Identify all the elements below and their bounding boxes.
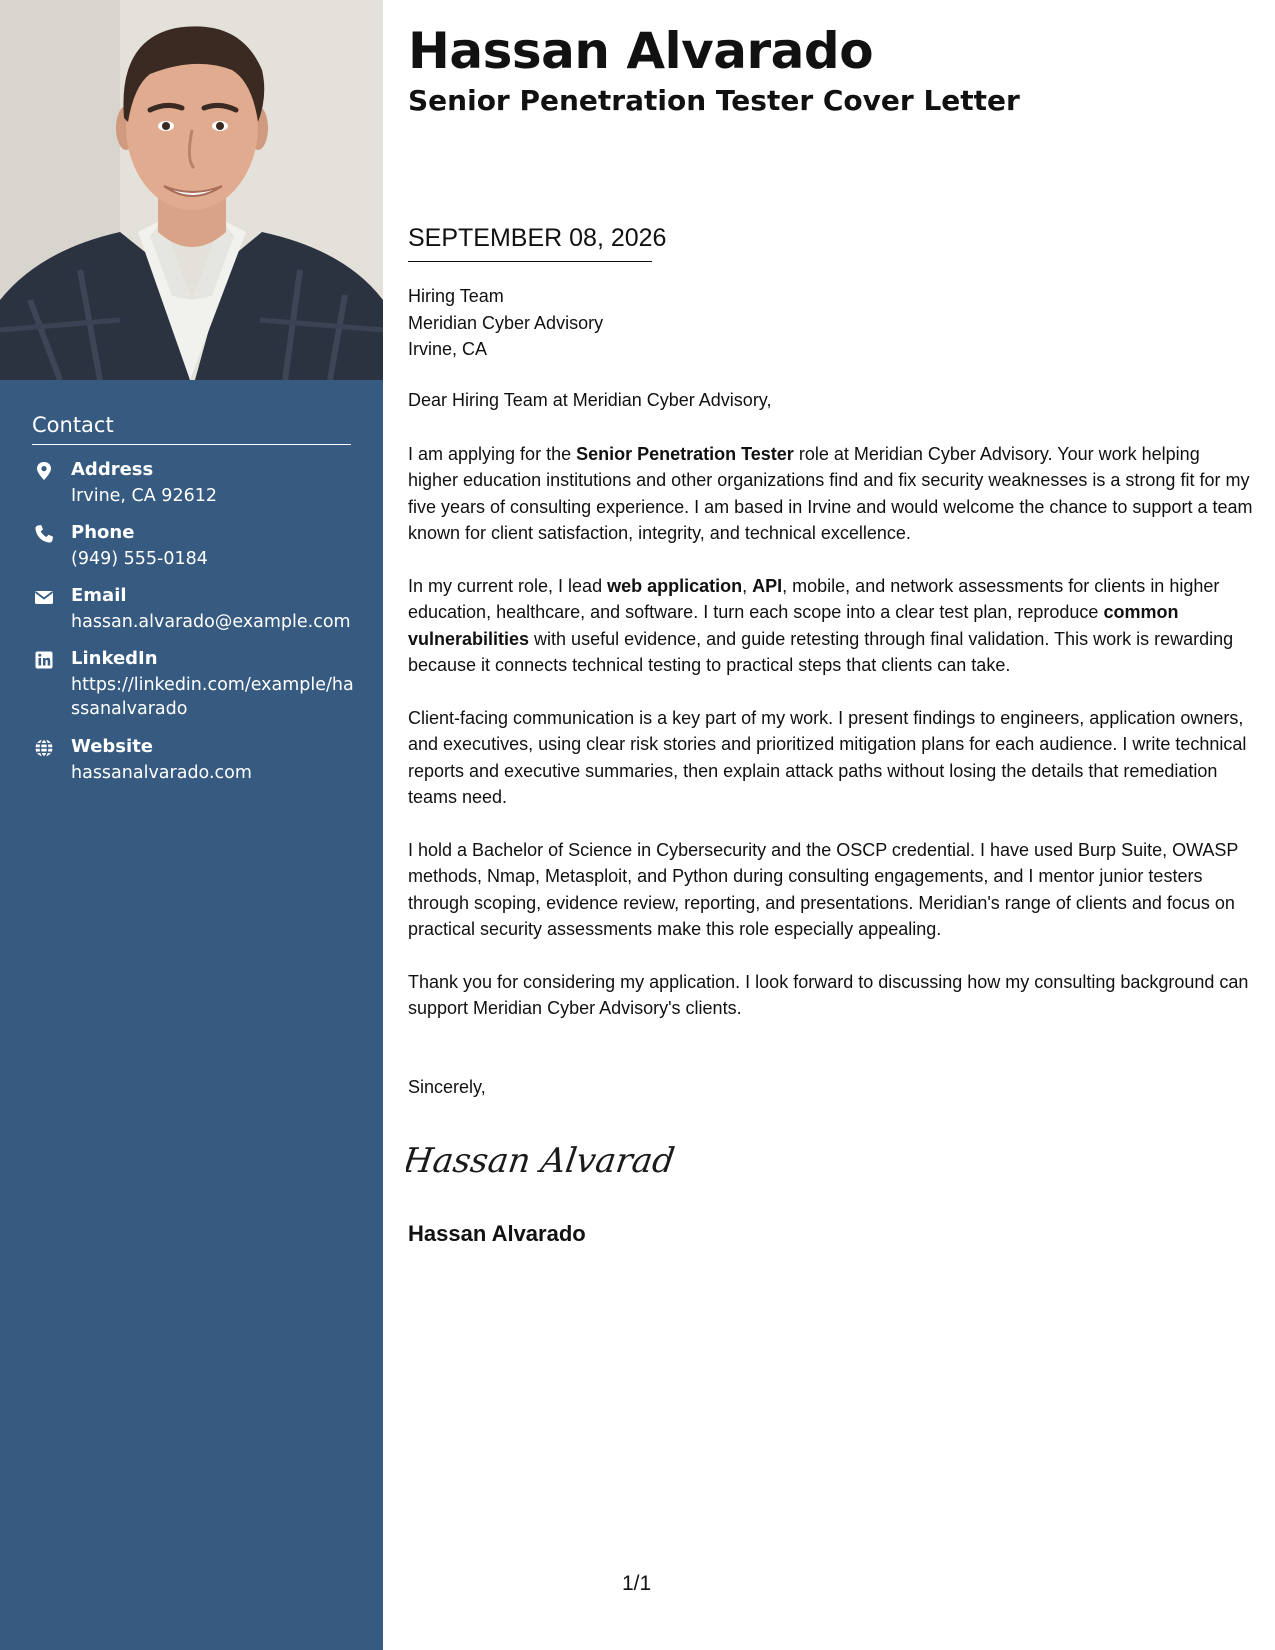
linkedin-label: LinkedIn	[71, 648, 158, 669]
closing: Sincerely,	[408, 1077, 486, 1097]
envelope-icon	[34, 587, 54, 607]
paragraph-text: In my current role, I lead	[408, 576, 608, 596]
globe-icon	[34, 738, 54, 758]
address-label: Address	[71, 459, 154, 480]
contact-divider	[32, 444, 351, 445]
paragraph-text: role at Meridian Cyber Advisory. Your work helping higher education institutions and other organizations find and fix security weaknesses is a strong fit for my five years of consulting experience. I am based in Irvine and would welcome the chance to support a team known for client satisfaction, integrity, and technical excellence.	[408, 444, 1253, 544]
paragraph-text: ,	[742, 576, 753, 596]
paragraph-text: Thank you for considering my application. I look forward to discussing how my consulting background can support Meridian Cyber Advisory's clients.	[408, 972, 1249, 1019]
profile-photo	[0, 0, 383, 380]
letter-paragraph	[408, 837, 1253, 943]
handwritten-signature	[406, 1128, 706, 1193]
linkedin-value[interactable]: https://linkedin.com/example/hassanalvarado	[71, 675, 354, 719]
contact-heading: Contact	[32, 413, 114, 437]
website-value[interactable]: hassanalvarado.com	[71, 763, 252, 783]
phone-icon	[34, 524, 54, 544]
email-label: Email	[71, 585, 127, 606]
paragraph-text: with useful evidence, and guide retesting through final validation. This work is rewarding because it connects technical testing to practical steps that clients can take.	[408, 628, 1234, 676]
address-value: Irvine, CA 92612	[71, 486, 217, 506]
salutation: Dear Hiring Team at Meridian Cyber Advisory,	[408, 390, 772, 410]
recipient-line: Meridian Cyber Advisory	[408, 312, 604, 333]
website-label: Website	[71, 736, 154, 757]
paragraph-text: Client-facing communication is a key part of my work. I present findings to engineers, application owners, and executives, using clear risk stories and prioritized mitigation plans for each audience. I write technical reports and executive summaries, then explain attack paths without losing the details that remediation teams need.	[408, 708, 1247, 808]
emphasis-text: Senior Penetration Tester	[576, 444, 794, 464]
document-subtitle: Senior Penetration Tester Cover Letter	[408, 84, 1020, 117]
letter-paragraph	[408, 441, 1253, 547]
date-divider	[408, 261, 652, 262]
letter-date: SEPTEMBER 08, 2026	[408, 224, 667, 252]
emphasis-text: API	[752, 576, 783, 596]
letter-paragraph	[408, 969, 1253, 1022]
svg-text:Hassan Alvarad: Hassan Alvarad	[406, 1141, 678, 1181]
signer-name: Hassan Alvarado	[408, 1221, 586, 1246]
phone-label: Phone	[71, 522, 135, 543]
recipient-block	[408, 283, 603, 363]
paragraph-text: I hold a Bachelor of Science in Cybersecurity and the OSCP credential. I have used Burp Suite, OWASP methods, Nmap, Metasploit, and Python during consulting engagements, and I mentor junior testers through scoping, evidence review, reporting, and presentations. Meridian's range of clients and focus on practical security assessments make this role especially appealing.	[408, 840, 1239, 940]
emphasis-text: common vulnerabilities	[408, 602, 1179, 649]
letter-paragraph	[408, 573, 1253, 679]
email-value[interactable]: hassan.alvarado@example.com	[71, 612, 351, 632]
recipient-line: Irvine, CA	[408, 339, 488, 359]
sidebar	[0, 0, 383, 1650]
applicant-name: Hassan Alvarado	[408, 22, 874, 80]
location-pin-icon	[34, 461, 54, 481]
linkedin-icon	[34, 650, 54, 670]
paragraph-text: I am applying for the	[408, 444, 577, 464]
page-number: 1/1	[622, 1572, 652, 1595]
phone-value: (949) 555-0184	[71, 549, 208, 569]
paragraph-text: , mobile, and network assessments for clients in higher education, healthcare, and software. I turn each scope into a clear test plan, reproduce	[408, 576, 1220, 623]
recipient-line: Hiring Team	[408, 286, 504, 306]
letter-paragraph	[408, 705, 1253, 811]
emphasis-text: web application	[607, 576, 743, 596]
